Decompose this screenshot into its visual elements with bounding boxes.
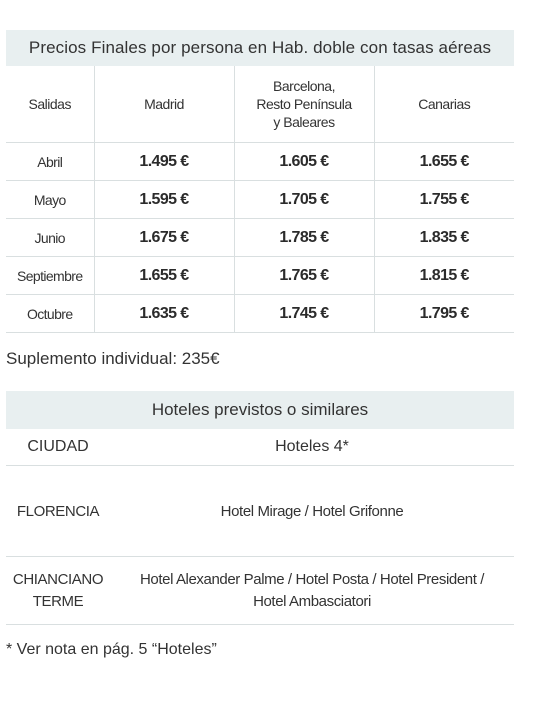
city-cell <box>6 557 110 625</box>
price-table-title: Precios Finales por persona en Hab. doble con tasas aéreas <box>6 30 514 66</box>
price-table <box>6 66 514 333</box>
hotels-line1: Hotel Alexander Palme / Hotel Posta / Hotel President / <box>139 570 485 588</box>
header-madrid: Madrid <box>94 66 234 143</box>
month-cell: Septiembre <box>6 257 94 295</box>
hotels-line2: Hotel Ambasciatori <box>253 592 371 610</box>
table-row <box>6 557 514 625</box>
table-row <box>6 219 514 257</box>
price-madrid: 1.655 € <box>94 257 234 295</box>
price-madrid: 1.595 € <box>94 181 234 219</box>
footnote: * Ver nota en pág. 5 “Hoteles” <box>6 641 217 658</box>
city-line1: CHIANCIANO <box>12 570 104 588</box>
table-row <box>6 143 514 181</box>
price-canarias: 1.835 € <box>374 219 514 257</box>
hotels-cell <box>110 557 514 625</box>
hotels-table <box>6 429 514 625</box>
table-row <box>6 466 514 557</box>
hotels-table-title: Hoteles previstos o similares <box>6 391 514 429</box>
price-madrid: 1.495 € <box>94 143 234 181</box>
price-canarias: 1.655 € <box>374 143 514 181</box>
header-hoteles: Hoteles 4* <box>110 429 514 466</box>
header-ciudad: CIUDAD <box>6 429 110 466</box>
hotels-cell: Hotel Mirage / Hotel Grifonne <box>110 466 514 557</box>
price-barcelona: 1.765 € <box>234 257 374 295</box>
header-barcelona <box>234 66 374 143</box>
price-barcelona: 1.705 € <box>234 181 374 219</box>
price-barcelona: 1.605 € <box>234 143 374 181</box>
table-row <box>6 257 514 295</box>
header-barcelona-line3: y Baleares <box>273 114 335 130</box>
header-salidas: Salidas <box>6 66 94 143</box>
supplement-text: Suplemento individual: 235€ <box>6 349 220 368</box>
price-madrid: 1.675 € <box>94 219 234 257</box>
table-row <box>6 295 514 333</box>
price-canarias: 1.755 € <box>374 181 514 219</box>
price-table-header-row <box>6 66 514 143</box>
city-line2: TERME <box>32 592 84 610</box>
hotels-header-row <box>6 429 514 466</box>
price-madrid: 1.635 € <box>94 295 234 333</box>
month-cell: Junio <box>6 219 94 257</box>
month-cell: Mayo <box>6 181 94 219</box>
header-barcelona-line2: Resto Península <box>256 96 352 112</box>
table-row <box>6 181 514 219</box>
header-barcelona-line1: Barcelona, <box>273 78 335 94</box>
month-cell: Abril <box>6 143 94 181</box>
city-cell: FLORENCIA <box>6 466 110 557</box>
price-canarias: 1.815 € <box>374 257 514 295</box>
price-barcelona: 1.785 € <box>234 219 374 257</box>
price-barcelona: 1.745 € <box>234 295 374 333</box>
month-cell: Octubre <box>6 295 94 333</box>
document-content <box>6 30 514 659</box>
price-canarias: 1.795 € <box>374 295 514 333</box>
header-canarias: Canarias <box>418 96 471 112</box>
